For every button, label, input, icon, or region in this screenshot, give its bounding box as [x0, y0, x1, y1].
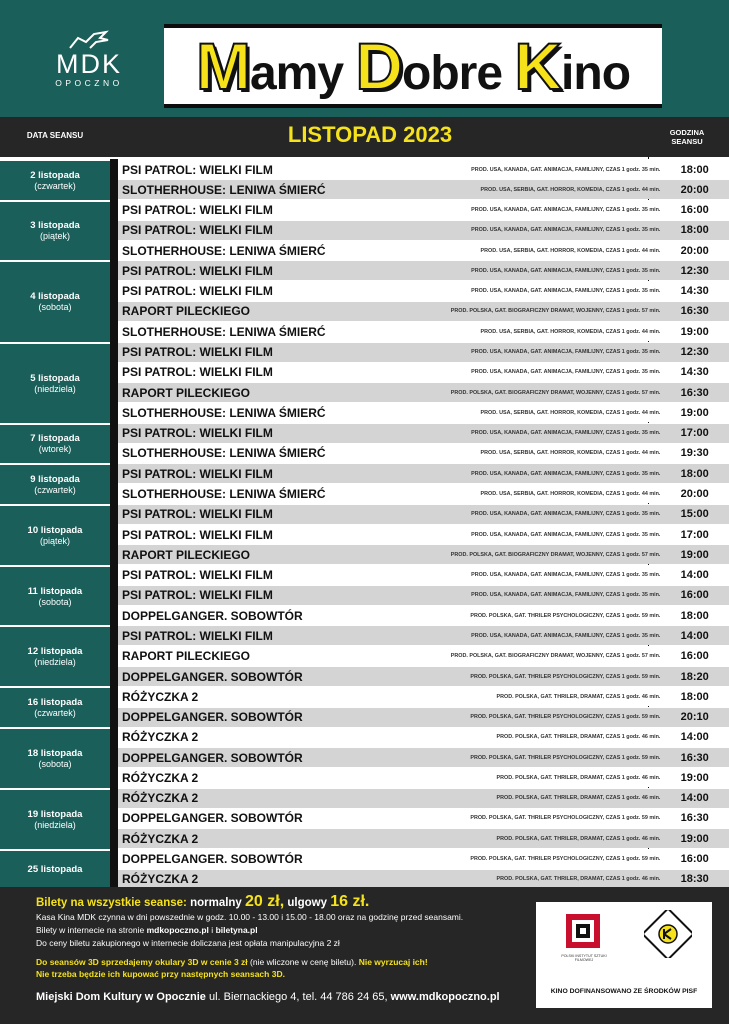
header — [0, 0, 729, 117]
normal-price: 20 zł, — [245, 893, 285, 910]
film-details: PROD. POLSKA, GAT. THRILER, DRAMAT, CZAS 1 godz. 46 min. — [496, 795, 661, 802]
screening-row — [118, 767, 729, 787]
day-date: 9 listopada — [30, 473, 80, 485]
day-cell — [0, 625, 110, 686]
screening-time: 20:00 — [680, 487, 709, 500]
film-details: PROD. USA, KANADA, GAT. ANIMACJA, FAMILIJNY, CZAS 1 godz. 35 min. — [471, 572, 661, 579]
kino-network-logo-icon — [644, 910, 692, 958]
logo-mdk: MDK — [56, 49, 122, 79]
film-title: PSI PATROL: WIELKI FILM — [122, 365, 273, 380]
screening-row — [118, 686, 729, 706]
day-date: 12 listopada — [27, 646, 83, 658]
film-title: RÓŻYCZKA 2 — [122, 791, 199, 806]
film-details: PROD. POLSKA, GAT. THRILER PSYCHOLOGICZNY, CZAS 1 godz. 59 min. — [470, 754, 661, 761]
film-title: RÓŻYCZKA 2 — [122, 730, 199, 745]
pegasus-icon — [66, 30, 112, 50]
film-details: PROD. POLSKA, GAT. BIOGRAFICZNY DRAMAT, WOJENNY, CZAS 1 godz. 57 min. — [450, 653, 661, 660]
day-cell — [0, 849, 110, 890]
screening-time: 18:00 — [680, 163, 709, 176]
film-details: PROD. USA, KANADA, GAT. ANIMACJA, FAMILIJNY, CZAS 1 godz. 35 min. — [471, 349, 661, 356]
day-date: 4 listopada — [30, 291, 80, 303]
day-weekday: (czwartek) — [34, 708, 76, 719]
film-title: PSI PATROL: WIELKI FILM — [122, 527, 273, 542]
film-details: PROD. USA, KANADA, GAT. ANIMACJA, FAMILIJNY, CZAS 1 godz. 35 min. — [471, 227, 661, 234]
day-cell — [0, 727, 110, 788]
day-stripe — [110, 504, 118, 565]
screening-row — [118, 646, 729, 666]
box-office-hours: Kasa Kina MDK czynna w dni powszednie w godz. 10.00 - 13.00 i 15.00 - 18.00 oraz na godzinę przed seansami. — [36, 912, 464, 922]
film-title: SLOTHERHOUSE: LENIWA ŚMIERĆ — [122, 182, 326, 197]
day-stripe — [110, 686, 118, 727]
screening-row — [118, 423, 729, 443]
day-date: 3 listopada — [30, 220, 80, 232]
online-tickets-and: i — [211, 925, 214, 935]
screening-row — [118, 808, 729, 828]
screening-time: 14:30 — [680, 366, 709, 379]
screening-row — [118, 200, 729, 220]
screening-row — [118, 362, 729, 382]
logo-city: OPOCZNO — [55, 78, 123, 88]
address-institution: Miejski Dom Kultury w Opocznie — [36, 991, 206, 1003]
film-title: DOPPELGANGER. SOBOWTÓR — [122, 750, 303, 765]
day-date: 2 listopada — [30, 169, 80, 181]
title-letter-d: D — [355, 29, 403, 103]
day-stripe — [110, 342, 118, 423]
film-title: RAPORT PILECKIEGO — [122, 385, 251, 400]
film-details: PROD. POLSKA, GAT. THRILER PSYCHOLOGICZNY, CZAS 1 godz. 59 min. — [470, 856, 661, 863]
film-details: PROD. USA, SERBIA, GAT. HORROR, KOMEDIA, CZAS 1 godz. 44 min. — [480, 409, 661, 416]
online-fee-info: Do ceny biletu zakupionego w internecie doliczana jest opłata manipulacyjna 2 zł — [36, 938, 340, 948]
day-cell — [0, 686, 110, 727]
screening-row — [118, 463, 729, 483]
screening-time: 14:00 — [680, 792, 709, 805]
film-details: PROD. USA, KANADA, GAT. ANIMACJA, FAMILIJNY, CZAS 1 godz. 35 min. — [471, 166, 661, 173]
ticket-prices — [36, 893, 369, 911]
film-details: PROD. POLSKA, GAT. THRILER PSYCHOLOGICZNY, CZAS 1 godz. 59 min. — [470, 673, 661, 680]
film-details: PROD. USA, KANADA, GAT. ANIMACJA, FAMILIJNY, CZAS 1 godz. 35 min. — [471, 430, 661, 437]
screening-row — [118, 524, 729, 544]
day-date: 25 listopada — [27, 864, 83, 876]
day-stripe — [110, 788, 118, 849]
film-details: PROD. USA, KANADA, GAT. ANIMACJA, FAMILIJNY, CZAS 1 godz. 35 min. — [471, 207, 661, 214]
funding-text: KINO DOFINANSOWANO ZE ŚRODKÓW PISF — [550, 988, 698, 995]
screening-row — [118, 869, 729, 889]
film-title: SLOTHERHOUSE: LENIWA ŚMIERĆ — [122, 446, 326, 461]
screening-time: 14:00 — [680, 731, 709, 744]
film-title: PSI PATROL: WIELKI FILM — [122, 568, 273, 583]
day-stripe — [110, 463, 118, 504]
day-stripe — [110, 423, 118, 464]
screening-row — [118, 402, 729, 422]
film-title: RAPORT PILECKIEGO — [122, 304, 251, 319]
screening-row — [118, 727, 729, 747]
glasses-3d-reuse: Nie trzeba będzie ich kupować przy następnych seansach 3D. — [36, 969, 285, 979]
screening-row — [118, 828, 729, 848]
film-details: PROD. POLSKA, GAT. THRILER, DRAMAT, CZAS 1 godz. 46 min. — [496, 734, 661, 741]
day-stripe — [110, 200, 118, 261]
reduced-label: ulgowy — [287, 897, 327, 909]
screening-row — [118, 240, 729, 260]
film-details: PROD. POLSKA, GAT. THRILER, DRAMAT, CZAS 1 godz. 46 min. — [496, 835, 661, 842]
day-date: 11 listopada — [27, 585, 83, 597]
reduced-price: 16 zł. — [330, 893, 370, 910]
film-details: PROD. POLSKA, GAT. BIOGRAFICZNY DRAMAT, WOJENNY, CZAS 1 godz. 57 min. — [450, 308, 661, 315]
screening-time: 20:00 — [680, 183, 709, 196]
day-cell — [0, 260, 110, 341]
film-details: PROD. POLSKA, GAT. THRILER, DRAMAT, CZAS 1 godz. 46 min. — [496, 876, 661, 883]
day-cell — [0, 200, 110, 261]
day-stripe — [110, 849, 118, 890]
day-weekday: (wtorek) — [38, 444, 72, 455]
schedule-table — [0, 157, 729, 887]
screening-row — [118, 260, 729, 280]
day-weekday: (niedziela) — [34, 657, 76, 668]
screening-row — [118, 625, 729, 645]
day-date: 5 listopada — [30, 372, 80, 384]
screening-time: 19:30 — [680, 447, 709, 460]
title-word-obre: obre — [402, 47, 515, 100]
screening-row — [118, 179, 729, 199]
film-details: PROD. POLSKA, GAT. THRILER, DRAMAT, CZAS 1 godz. 46 min. — [496, 774, 661, 781]
screening-time: 17:00 — [680, 528, 709, 541]
screening-time: 16:00 — [680, 853, 709, 866]
screening-time: 19:00 — [680, 832, 709, 845]
day-weekday: (czwartek) — [34, 180, 76, 191]
film-title: SLOTHERHOUSE: LENIWA ŚMIERĆ — [122, 486, 326, 501]
day-weekday: (niedziela) — [34, 383, 76, 394]
day-weekday: (piątek) — [39, 535, 70, 546]
film-title: PSI PATROL: WIELKI FILM — [122, 466, 273, 481]
time-column-header-line1: GODZINA — [669, 128, 705, 137]
day-date: 7 listopada — [30, 433, 80, 445]
film-title: SLOTHERHOUSE: LENIWA ŚMIERĆ — [122, 243, 326, 258]
screening-time: 14:00 — [680, 569, 709, 582]
day-stripe — [110, 565, 118, 626]
film-title: PSI PATROL: WIELKI FILM — [122, 263, 273, 278]
film-details: PROD. USA, SERBIA, GAT. HORROR, KOMEDIA, CZAS 1 godz. 44 min. — [480, 328, 661, 335]
glasses-3d-keep: Nie wyrzucaj ich! — [358, 957, 428, 967]
day-weekday: (niedziela) — [34, 819, 76, 830]
day-stripe — [110, 159, 118, 200]
day-date: 19 listopada — [27, 808, 83, 820]
title-panel — [164, 28, 662, 104]
mdk-logo — [44, 30, 134, 100]
screening-row — [118, 544, 729, 564]
screening-time: 20:00 — [680, 244, 709, 257]
screening-time: 16:30 — [680, 751, 709, 764]
glasses-3d-price: Do seansów 3D sprzedajemy okulary 3D w cenie 3 zł — [36, 957, 248, 967]
screening-row — [118, 342, 729, 362]
film-title: DOPPELGANGER. SOBOWTÓR — [122, 608, 303, 623]
screening-time: 16:00 — [680, 204, 709, 217]
screening-row — [118, 747, 729, 767]
site-mdkopoczno[interactable]: mdkopoczno.pl — [146, 925, 209, 935]
screening-row — [118, 220, 729, 240]
day-weekday: (sobota) — [38, 302, 72, 313]
screening-time: 18:00 — [680, 690, 709, 703]
screening-row — [118, 443, 729, 463]
time-column-header-line2: SEANSU — [671, 137, 703, 146]
film-details: PROD. POLSKA, GAT. THRILER PSYCHOLOGICZNY, CZAS 1 godz. 59 min. — [470, 815, 661, 822]
time-column-header — [648, 128, 726, 146]
film-title: RAPORT PILECKIEGO — [122, 649, 251, 664]
screening-row — [118, 565, 729, 585]
screening-time: 12:30 — [680, 346, 709, 359]
film-details: PROD. USA, KANADA, GAT. ANIMACJA, FAMILIJNY, CZAS 1 godz. 35 min. — [471, 288, 661, 295]
film-details: PROD. POLSKA, GAT. THRILER PSYCHOLOGICZNY, CZAS 1 godz. 59 min. — [470, 714, 661, 721]
day-weekday: (sobota) — [38, 758, 72, 769]
film-title: PSI PATROL: WIELKI FILM — [122, 507, 273, 522]
film-details: PROD. POLSKA, GAT. THRILER PSYCHOLOGICZNY, CZAS 1 godz. 59 min. — [470, 612, 661, 619]
screening-row — [118, 382, 729, 402]
film-details: PROD. USA, KANADA, GAT. ANIMACJA, FAMILIJNY, CZAS 1 godz. 35 min. — [471, 369, 661, 376]
screening-row — [118, 504, 729, 524]
film-title: PSI PATROL: WIELKI FILM — [122, 628, 273, 643]
screening-time: 16:30 — [680, 812, 709, 825]
screening-row — [118, 321, 729, 341]
address-website[interactable]: www.mdkopoczno.pl — [390, 991, 500, 1003]
screening-time: 15:00 — [680, 508, 709, 521]
tickets-label: Bilety na wszystkie seanse: — [36, 897, 187, 909]
title-word-ino: ino — [561, 47, 631, 100]
day-cell — [0, 159, 110, 200]
day-weekday: (piątek) — [39, 231, 70, 242]
poster-title — [195, 29, 631, 103]
film-details: PROD. USA, SERBIA, GAT. HORROR, KOMEDIA, CZAS 1 godz. 44 min. — [480, 450, 661, 457]
screening-row — [118, 159, 729, 179]
screening-row — [118, 666, 729, 686]
day-stripe — [110, 260, 118, 341]
online-tickets-info — [36, 925, 258, 935]
film-title: DOPPELGANGER. SOBOWTÓR — [122, 852, 303, 867]
film-title: SLOTHERHOUSE: LENIWA ŚMIERĆ — [122, 324, 326, 339]
film-title: PSI PATROL: WIELKI FILM — [122, 203, 273, 218]
address-street-phone: ul. Biernackiego 4, tel. 44 786 24 65, — [208, 991, 388, 1003]
screening-time: 18:30 — [680, 873, 709, 886]
day-weekday: (sobota) — [38, 596, 72, 607]
screening-time: 19:00 — [680, 406, 709, 419]
screening-row — [118, 301, 729, 321]
pisf-label: POLSKI INSTYTUT SZTUKI FILMOWEJ — [561, 954, 607, 962]
screening-time: 14:00 — [680, 629, 709, 642]
screening-row — [118, 585, 729, 605]
month-title: LISTOPAD 2023 — [287, 122, 453, 147]
online-tickets-pre: Bilety w internecie na stronie — [36, 925, 145, 935]
day-weekday: (czwartek) — [34, 484, 76, 495]
title-letter-k: K — [514, 29, 562, 103]
screening-row — [118, 605, 729, 625]
day-date: 10 listopada — [27, 524, 83, 536]
film-title: SLOTHERHOUSE: LENIWA ŚMIERĆ — [122, 405, 326, 420]
screening-row — [118, 849, 729, 869]
screening-time: 20:10 — [680, 711, 709, 724]
film-details: PROD. USA, KANADA, GAT. ANIMACJA, FAMILIJNY, CZAS 1 godz. 35 min. — [471, 592, 661, 599]
screening-time: 17:00 — [680, 427, 709, 440]
film-title: DOPPELGANGER. SOBOWTÓR — [122, 669, 303, 684]
screening-time: 16:00 — [680, 650, 709, 663]
film-title: PSI PATROL: WIELKI FILM — [122, 223, 273, 238]
day-cell — [0, 342, 110, 423]
day-date: 18 listopada — [27, 747, 83, 759]
day-cell — [0, 504, 110, 565]
screening-time: 19:00 — [680, 325, 709, 338]
day-cell — [0, 463, 110, 504]
film-details: PROD. POLSKA, GAT. BIOGRAFICZNY DRAMAT, WOJENNY, CZAS 1 godz. 57 min. — [450, 551, 661, 558]
glasses-3d-info — [36, 957, 428, 967]
film-title: PSI PATROL: WIELKI FILM — [122, 284, 273, 299]
title-word-amy: amy — [249, 47, 356, 100]
film-details: PROD. USA, KANADA, GAT. ANIMACJA, FAMILIJNY, CZAS 1 godz. 35 min. — [471, 632, 661, 639]
day-stripe — [110, 727, 118, 788]
site-biletyna[interactable]: biletyna.pl — [215, 925, 258, 935]
film-title: RÓŻYCZKA 2 — [122, 831, 199, 846]
film-details: PROD. USA, SERBIA, GAT. HORROR, KOMEDIA, CZAS 1 godz. 44 min. — [480, 186, 661, 193]
film-title: RÓŻYCZKA 2 — [122, 689, 199, 704]
date-column-header: DATA SEANSU — [26, 131, 84, 140]
glasses-3d-note: (nie wliczone w cenę biletu). — [250, 957, 357, 967]
screening-row — [118, 281, 729, 301]
address — [36, 991, 500, 1003]
day-cell — [0, 565, 110, 626]
funding-box — [536, 902, 712, 1008]
screening-time: 19:00 — [680, 771, 709, 784]
screening-time: 16:00 — [680, 589, 709, 602]
film-title: RAPORT PILECKIEGO — [122, 547, 251, 562]
screening-row — [118, 707, 729, 727]
film-details: PROD. USA, KANADA, GAT. ANIMACJA, FAMILIJNY, CZAS 1 godz. 35 min. — [471, 267, 661, 274]
film-details: PROD. USA, SERBIA, GAT. HORROR, KOMEDIA, CZAS 1 godz. 44 min. — [480, 247, 661, 254]
film-title: PSI PATROL: WIELKI FILM — [122, 588, 273, 603]
screening-time: 16:30 — [680, 305, 709, 318]
screening-time: 14:30 — [680, 285, 709, 298]
screening-time: 19:00 — [680, 548, 709, 561]
day-stripe — [110, 625, 118, 686]
day-date: 16 listopada — [27, 697, 83, 709]
film-details: PROD. POLSKA, GAT. THRILER, DRAMAT, CZAS 1 godz. 46 min. — [496, 693, 661, 700]
film-title: DOPPELGANGER. SOBOWTÓR — [122, 811, 303, 826]
screening-row — [118, 483, 729, 503]
title-letter-m: M — [195, 29, 250, 103]
film-details: PROD. USA, KANADA, GAT. ANIMACJA, FAMILIJNY, CZAS 1 godz. 35 min. — [471, 470, 661, 477]
film-title: PSI PATROL: WIELKI FILM — [122, 345, 273, 360]
film-details: PROD. USA, KANADA, GAT. ANIMACJA, FAMILIJNY, CZAS 1 godz. 35 min. — [471, 531, 661, 538]
film-details: PROD. POLSKA, GAT. BIOGRAFICZNY DRAMAT, WOJENNY, CZAS 1 godz. 57 min. — [450, 389, 661, 396]
film-details: PROD. USA, SERBIA, GAT. HORROR, KOMEDIA, CZAS 1 godz. 44 min. — [480, 490, 661, 497]
film-title: DOPPELGANGER. SOBOWTÓR — [122, 710, 303, 725]
screening-row — [118, 788, 729, 808]
screening-time: 18:00 — [680, 609, 709, 622]
film-title: RÓŻYCZKA 2 — [122, 872, 199, 887]
screening-time: 18:00 — [680, 224, 709, 237]
screening-time: 18:00 — [680, 467, 709, 480]
screening-time: 18:20 — [680, 670, 709, 683]
film-title: PSI PATROL: WIELKI FILM — [122, 162, 273, 177]
film-title: PSI PATROL: WIELKI FILM — [122, 426, 273, 441]
screening-time: 16:30 — [680, 386, 709, 399]
normal-label: normalny — [190, 897, 242, 909]
pisf-logo-icon — [566, 914, 600, 948]
day-cell — [0, 788, 110, 849]
screening-time: 12:30 — [680, 264, 709, 277]
day-cell — [0, 423, 110, 464]
film-title: RÓŻYCZKA 2 — [122, 770, 199, 785]
film-details: PROD. USA, KANADA, GAT. ANIMACJA, FAMILIJNY, CZAS 1 godz. 35 min. — [471, 511, 661, 518]
